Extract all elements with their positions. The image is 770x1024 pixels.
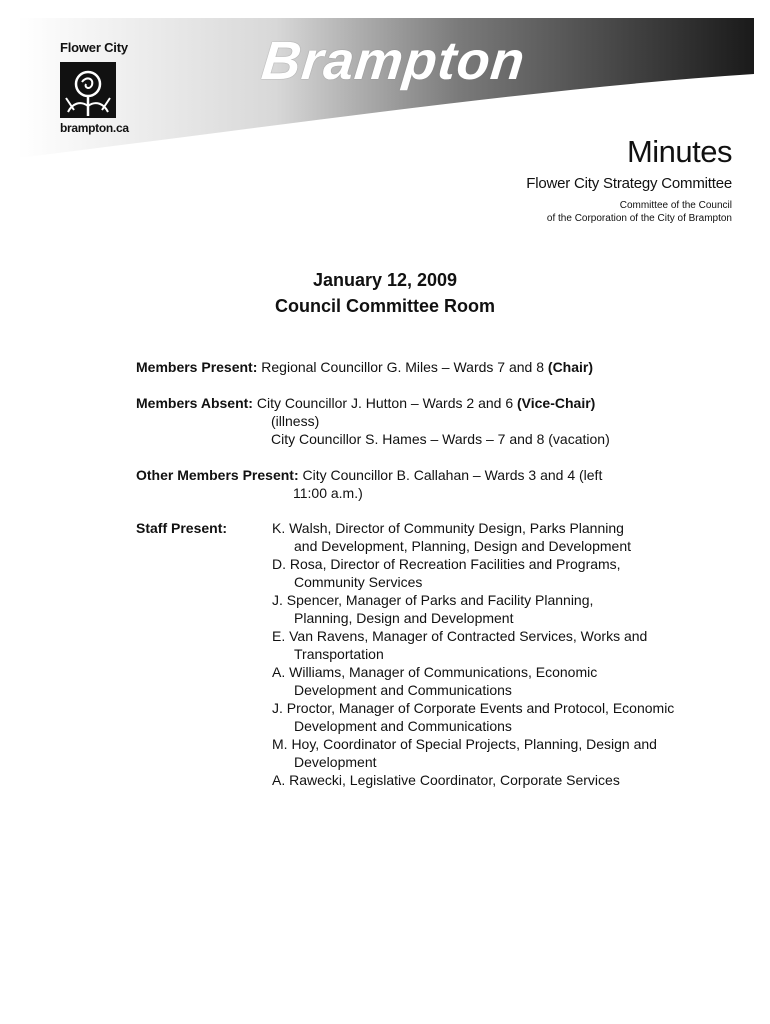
staff-entry-line: E. Van Ravens, Manager of Contracted Services, Works and xyxy=(272,628,648,644)
staff-entry xyxy=(272,591,674,627)
committee-subtitle-1: Committee of the Council xyxy=(619,200,732,211)
committee-name: Flower City Strategy Committee xyxy=(526,175,732,192)
logo-website: brampton.ca xyxy=(60,121,129,135)
staff-entry-continuation: Development and Communications xyxy=(294,682,512,698)
document-title: Minutes xyxy=(626,134,732,169)
brand-wordmark: Brampton xyxy=(258,31,529,91)
staff-entry-line: A. Williams, Manager of Communications, Economic xyxy=(272,664,598,680)
staff-entry-continuation: Development and Communications xyxy=(294,718,512,734)
members-present-role: (Chair) xyxy=(547,359,594,375)
staff-entry-continuation: Community Services xyxy=(294,574,423,590)
staff-entry-continuation: Development xyxy=(294,754,377,770)
members-present xyxy=(136,358,593,376)
other-members-line1: City Councillor B. Callahan – Wards 3 and 4 (left xyxy=(302,467,603,483)
members-present-text: Regional Councillor G. Miles – Wards 7 and 8 xyxy=(261,359,545,375)
staff-entry xyxy=(272,555,674,591)
staff-entry xyxy=(272,735,674,771)
staff-entry-continuation: Transportation xyxy=(294,646,384,662)
staff-entry-line: M. Hoy, Coordinator of Special Projects, Planning, Design and xyxy=(272,736,657,752)
staff-entry-line: J. Proctor, Manager of Corporate Events and Protocol, Economic xyxy=(272,700,675,716)
document-header xyxy=(526,136,732,224)
meeting-date: January 12, 2009 xyxy=(312,270,458,290)
staff-list xyxy=(272,519,674,789)
staff-entry xyxy=(272,699,674,735)
members-absent xyxy=(136,394,610,448)
other-members-label: Other Members Present: xyxy=(136,467,299,483)
staff-entry xyxy=(272,519,674,555)
members-absent-line1: City Councillor J. Hutton – Wards 2 and 6 xyxy=(256,395,514,411)
rose-logo-icon xyxy=(60,62,116,118)
members-present-label: Members Present: xyxy=(136,359,258,375)
logo-tagline: Flower City xyxy=(60,40,128,55)
members-absent-role: (Vice-Chair) xyxy=(517,395,596,411)
staff-entry-continuation: and Development, Planning, Design and Development xyxy=(294,538,631,554)
other-members-present xyxy=(136,466,602,502)
committee-subtitle-2: of the Corporation of the City of Brampton xyxy=(546,213,732,224)
staff-entry-line: J. Spencer, Manager of Parks and Facility Planning, xyxy=(272,592,594,608)
staff-entry-line: A. Rawecki, Legislative Coordinator, Corporate Services xyxy=(272,772,620,788)
staff-entry-continuation: Planning, Design and Development xyxy=(294,610,514,626)
members-absent-line3: City Councillor S. Hames – Wards – 7 and 8 (vacation) xyxy=(271,431,610,447)
staff-present-label: Staff Present: xyxy=(136,520,228,536)
members-absent-line2: (illness) xyxy=(271,413,320,429)
meeting-location: Council Committee Room xyxy=(274,296,495,316)
other-members-line2: 11:00 a.m.) xyxy=(293,485,363,501)
staff-entry xyxy=(272,663,674,699)
staff-entry-line: K. Walsh, Director of Community Design, Parks Planning xyxy=(272,520,624,536)
staff-entry xyxy=(272,627,674,663)
members-absent-label: Members Absent: xyxy=(136,395,253,411)
staff-entry xyxy=(272,771,674,789)
staff-entry-line: D. Rosa, Director of Recreation Facilities and Programs, xyxy=(272,556,621,572)
